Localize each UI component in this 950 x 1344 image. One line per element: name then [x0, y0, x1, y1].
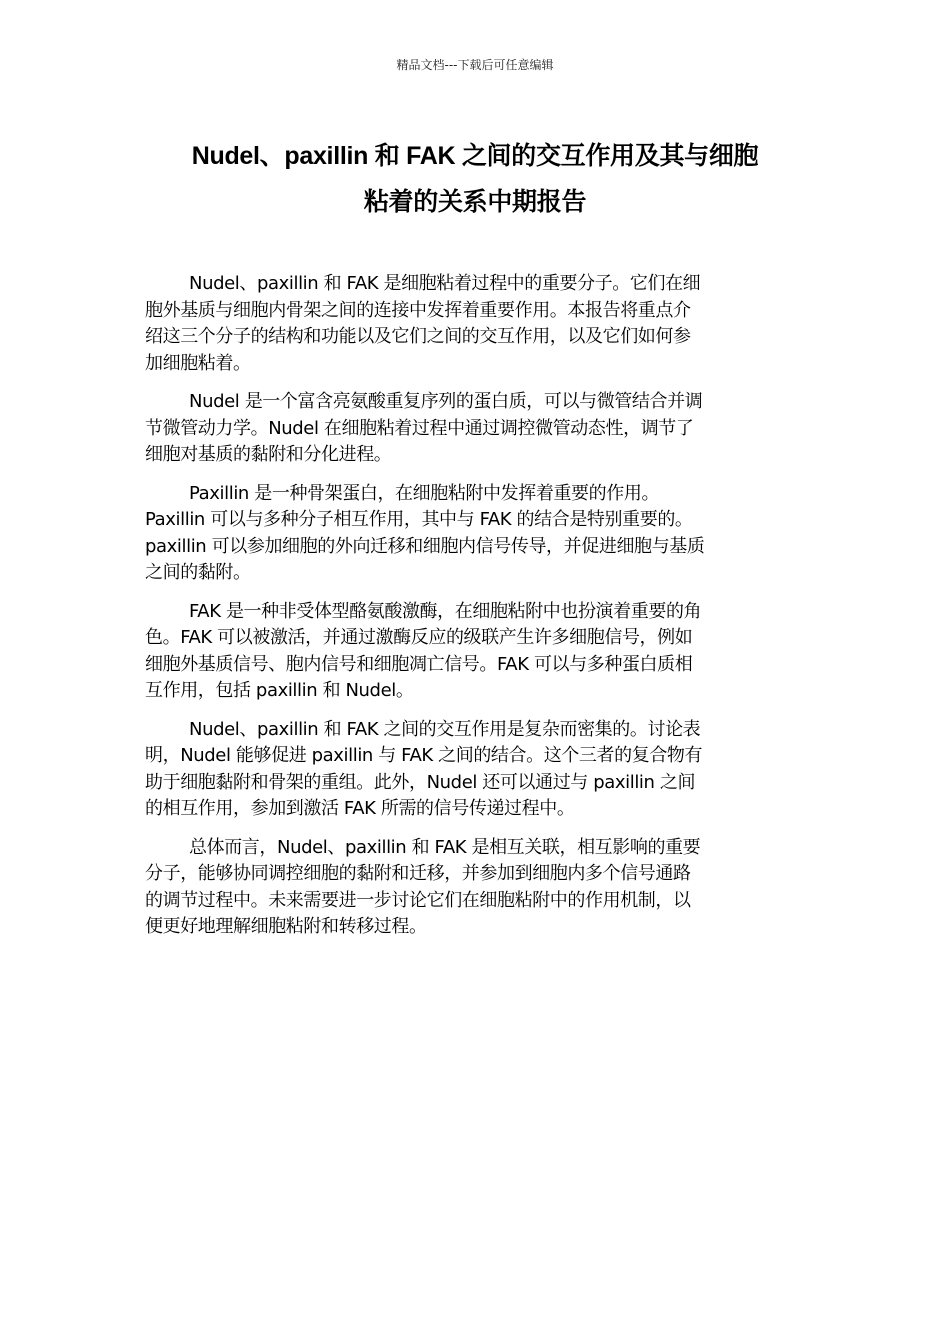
paragraph-line: 细胞对基质的黏附和分化进程。 — [145, 444, 392, 465]
paragraph-line: 之间的黏附。 — [145, 562, 251, 583]
paragraph-line: 加细胞粘着。 — [145, 352, 251, 374]
paragraph-intro — [145, 271, 805, 377]
paragraph-line: 明，Nudel 能够促进 paxillin 与 FAK 之间的结合。这个三者的复合物有 — [145, 745, 703, 766]
paragraph-line: 的调节过程中。未来需要进一步讨论它们在细胞粘附中的作用机制，以 — [145, 889, 691, 911]
paragraph-interaction — [145, 717, 805, 823]
paragraph-nudel — [145, 389, 805, 469]
paragraph-line: 分子，能够协同调控细胞的黏附和迁移，并参加到细胞内多个信号通路 — [145, 863, 691, 884]
paragraph-conclusion — [145, 835, 805, 941]
paragraph-line: 绍这三个分子的结构和功能以及它们之间的交互作用，以及它们如何参 — [145, 326, 691, 347]
paragraph-line: Paxillin 可以与多种分子相互作用，其中与 FAK 的结合是特别重要的。 — [145, 509, 693, 530]
page-header: 精品文档---下载后可任意编辑 — [396, 58, 554, 72]
paragraph-line: 节微管动力学。Nudel 在细胞粘着过程中通过调控微管动态性，调节了 — [145, 417, 694, 439]
paragraph-line: 的相互作用，参加到激活 FAK 所需的信号传递过程中。 — [145, 798, 575, 819]
title-line-2: 粘着的关系中期报告 — [363, 188, 587, 216]
paragraph-line: Nudel、paxillin 和 FAK 之间的交互作用是复杂而密集的。讨论表 — [189, 718, 701, 740]
paragraph-line: 色。FAK 可以被激活，并通过激酶反应的级联产生许多细胞信号，例如 — [145, 627, 693, 648]
paragraph-line: 总体而言，Nudel、paxillin 和 FAK 是相互关联，相互影响的重要 — [189, 836, 701, 858]
paragraph-line: FAK 是一种非受体型酪氨酸激酶，在细胞粘附中也扮演着重要的角 — [189, 600, 702, 622]
paragraph-fak — [145, 599, 805, 705]
document-title — [140, 133, 810, 225]
paragraph-line: 互作用，包括 paxillin 和 Nudel。 — [145, 680, 414, 701]
paragraph-line: Nudel、paxillin 和 FAK 是细胞粘着过程中的重要分子。它们在细 — [189, 273, 701, 294]
paragraph-line: 便更好地理解细胞粘附和转移过程。 — [145, 916, 427, 937]
paragraph-line: 细胞外基质信号、胞内信号和细胞凋亡信号。FAK 可以与多种蛋白质相 — [145, 653, 693, 675]
paragraph-line: Nudel 是一个富含亮氨酸重复序列的蛋白质，可以与微管结合并调 — [189, 391, 703, 412]
paragraph-line: paxillin 可以参加细胞的外向迁移和细胞内信号传导，并促进细胞与基质 — [145, 535, 705, 557]
paragraph-line: 助于细胞黏附和骨架的重组。此外，Nudel 还可以通过与 paxillin 之间 — [145, 771, 696, 793]
paragraph-line: 胞外基质与细胞内骨架之间的连接中发挥着重要作用。本报告将重点介 — [145, 299, 691, 321]
paragraph-line: Paxillin 是一种骨架蛋白，在细胞粘附中发挥着重要的作用。 — [189, 482, 660, 504]
paragraph-paxillin — [145, 481, 805, 587]
title-line-1: Nudel、paxillin 和 FAK 之间的交互作用及其与细胞 — [191, 142, 759, 170]
document-body — [145, 271, 805, 953]
